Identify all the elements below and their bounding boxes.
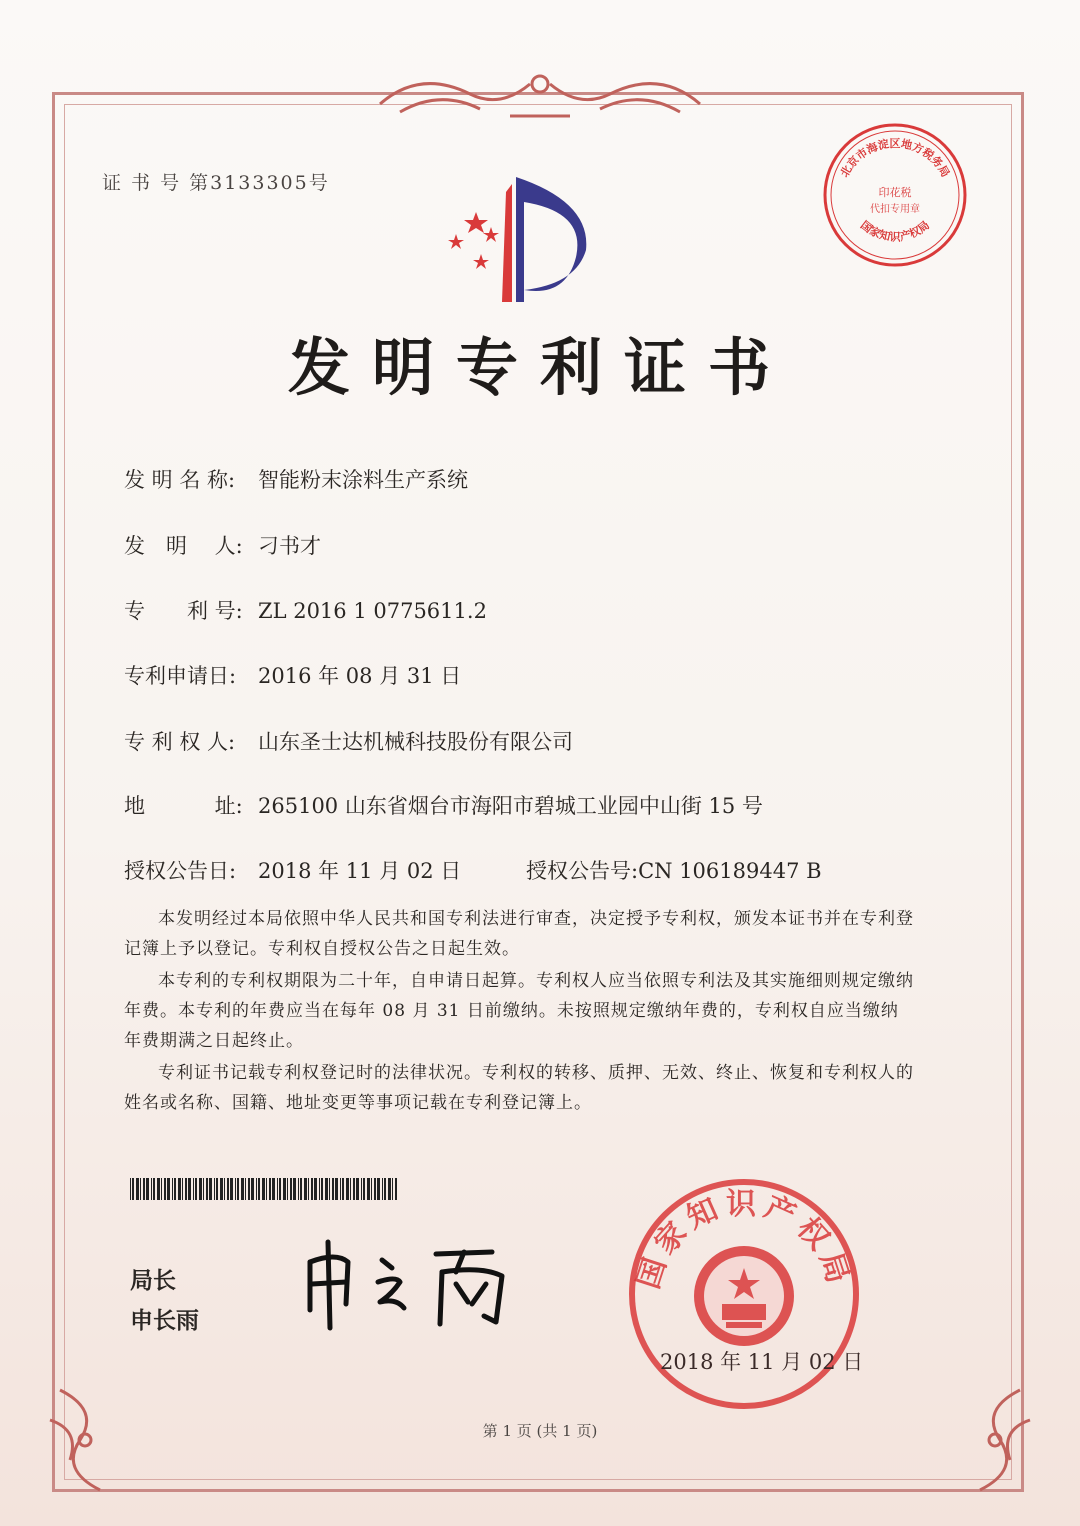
field-announcement-number — [526, 855, 822, 885]
field-grant-date — [124, 855, 461, 885]
field-label: 发 明 名 称: — [124, 468, 236, 492]
barcode-bar — [287, 1178, 288, 1200]
barcode-bar — [269, 1178, 271, 1200]
field-application-date — [124, 660, 461, 690]
barcode-bar — [188, 1178, 191, 1200]
field-patent-number — [124, 595, 487, 625]
barcode-bar — [153, 1178, 155, 1200]
barcode-bar — [251, 1178, 254, 1200]
field-invention-name — [124, 464, 468, 494]
barcode-bar — [361, 1178, 362, 1200]
field-label: 专 利 号: — [124, 599, 243, 623]
barcode-bar — [174, 1178, 176, 1200]
seal-text: 国家知识产权局 — [630, 1187, 858, 1294]
barcode-bar — [224, 1178, 225, 1200]
barcode-bar — [335, 1178, 338, 1200]
barcode-bar — [332, 1178, 334, 1200]
barcode-bar — [206, 1178, 208, 1200]
barcode-bar — [346, 1178, 349, 1200]
barcode-bar — [382, 1178, 383, 1200]
barcode-bar — [314, 1178, 317, 1200]
barcode-bar — [266, 1178, 267, 1200]
barcode-bar — [279, 1178, 281, 1200]
barcode-bar — [350, 1178, 351, 1200]
barcode-bar — [256, 1178, 257, 1200]
barcode-bar — [237, 1178, 239, 1200]
barcode-bar — [203, 1178, 204, 1200]
top-ornament-icon — [360, 64, 720, 124]
barcode-bar — [230, 1178, 233, 1200]
page-number: 第 1 页 (共 1 页) — [482, 1422, 598, 1440]
barcode-bar — [227, 1178, 229, 1200]
barcode-bar — [384, 1178, 386, 1200]
tax-stamp — [820, 120, 970, 270]
barcode-bar — [388, 1178, 391, 1200]
barcode-bar — [132, 1178, 134, 1200]
barcode-bar — [300, 1178, 302, 1200]
barcode-bar — [216, 1178, 218, 1200]
tax-stamp-bottom-text: 国家知识产权局 — [857, 218, 933, 244]
barcode-bar — [308, 1178, 309, 1200]
director-title: 局长 — [130, 1268, 176, 1294]
barcode-bar — [371, 1178, 372, 1200]
tax-stamp-center-line-2: 代扣专用章 — [870, 204, 920, 215]
barcode-bar — [178, 1178, 181, 1200]
field-label: 发 明 人: — [124, 534, 243, 558]
barcode-bar — [248, 1178, 250, 1200]
barcode-bar — [182, 1178, 183, 1200]
barcode-bar — [161, 1178, 162, 1200]
barcode-bar — [241, 1178, 244, 1200]
barcode-bar — [199, 1178, 202, 1200]
barcode-bar — [130, 1178, 131, 1200]
field-label: 授权公告日: — [124, 859, 237, 883]
barcode-bar — [353, 1178, 355, 1200]
barcode-bar — [293, 1178, 296, 1200]
field-value: 2016 年 08 月 31 日 — [258, 664, 462, 688]
barcode-bar — [304, 1178, 307, 1200]
svg-text:国家知识产权局 — [858, 218, 932, 244]
barcode-bar — [395, 1178, 397, 1200]
barcode-bar — [143, 1178, 145, 1200]
field-address — [124, 790, 763, 820]
barcode-bar — [325, 1178, 328, 1200]
patent-office-logo-icon — [436, 172, 606, 312]
field-value: 智能粉末涂料生产系统 — [258, 468, 468, 492]
barcode-bar — [235, 1178, 236, 1200]
barcode-bar — [167, 1178, 170, 1200]
field-patentee — [124, 726, 573, 756]
barcode-bar — [146, 1178, 149, 1200]
barcode-bar — [277, 1178, 278, 1200]
barcode-bar — [298, 1178, 299, 1200]
barcode-bar — [342, 1178, 344, 1200]
barcode-bar — [290, 1178, 292, 1200]
barcode-bar — [374, 1178, 376, 1200]
field-label: 专 利 权 人: — [124, 730, 236, 754]
barcode-bar — [262, 1178, 265, 1200]
field-value: 265100 山东省烟台市海阳市碧城工业园中山街 15 号 — [258, 794, 763, 818]
field-label: 地 址: — [124, 794, 243, 818]
barcode-bar — [258, 1178, 260, 1200]
barcode-bar — [356, 1178, 359, 1200]
barcode-bar — [340, 1178, 341, 1200]
field-value: CN 106189447 B — [638, 859, 822, 883]
barcode-bar — [392, 1178, 393, 1200]
barcode-bar — [311, 1178, 313, 1200]
page-title: 发明专利证书 — [287, 331, 792, 404]
barcode-bar — [220, 1178, 223, 1200]
barcode-bar — [321, 1178, 323, 1200]
barcode-bar — [214, 1178, 215, 1200]
barcode-bar — [185, 1178, 187, 1200]
barcode-bar — [140, 1178, 141, 1200]
director-signature — [296, 1232, 536, 1332]
field-value: ZL 2016 1 0775611.2 — [258, 599, 487, 623]
barcode-bar — [272, 1178, 275, 1200]
barcode-icon — [130, 1178, 400, 1200]
tax-stamp-center-line-1: 印花税 — [878, 186, 912, 199]
barcode-bar — [172, 1178, 173, 1200]
director-name: 申长雨 — [130, 1308, 199, 1334]
barcode-bar — [164, 1178, 166, 1200]
barcode-bar — [193, 1178, 194, 1200]
field-label: 专利申请日: — [124, 664, 237, 688]
seal-date: 2018 年 11 月 02 日 — [660, 1350, 864, 1374]
field-value: 山东圣士达机械科技股份有限公司 — [258, 730, 573, 754]
tax-stamp-outer-text: 北京市海淀区地方税务局 — [837, 137, 953, 180]
field-inventor — [124, 530, 321, 560]
barcode-bar — [319, 1178, 320, 1200]
svg-text:北京市海淀区地方税务局 — [838, 136, 952, 179]
paragraph-1: 本发明经过本局依照中华人民共和国专利法进行审查，决定授予专利权，颁发本证书并在专利登记簿上予以登记。专利权自授权公告之日起生效。 — [124, 909, 914, 959]
barcode-bar — [245, 1178, 246, 1200]
paragraph-2: 本专利的专利权期限为二十年，自申请日起算。专利权人应当依照专利法及其实施细则规定缴纳年费。本专利的年费应当在每年 08 月 31 日前缴纳。未按照规定缴纳年费的，专利权自应当缴纳年费期满之日起终止。 — [124, 971, 914, 1051]
barcode-bar — [367, 1178, 370, 1200]
field-value: 2018 年 11 月 02 日 — [258, 859, 462, 883]
barcode-bar — [329, 1178, 330, 1200]
barcode-bar — [209, 1178, 212, 1200]
barcode-bar — [363, 1178, 365, 1200]
barcode-bar — [195, 1178, 197, 1200]
barcode-bar — [283, 1178, 286, 1200]
barcode-bar — [157, 1178, 160, 1200]
barcode-bar — [377, 1178, 380, 1200]
official-seal — [626, 1176, 862, 1412]
field-value: 刁书才 — [258, 534, 321, 558]
certificate-number: 证 书 号 第3133305号 — [102, 172, 330, 194]
paragraph-3: 专利证书记载专利权登记时的法律状况。专利权的转移、质押、无效、终止、恢复和专利权人的姓名或名称、国籍、地址变更等事项记载在专利登记簿上。 — [124, 1063, 914, 1113]
field-label: 授权公告号: — [526, 859, 639, 883]
barcode-bar — [151, 1178, 152, 1200]
barcode-bar — [136, 1178, 139, 1200]
